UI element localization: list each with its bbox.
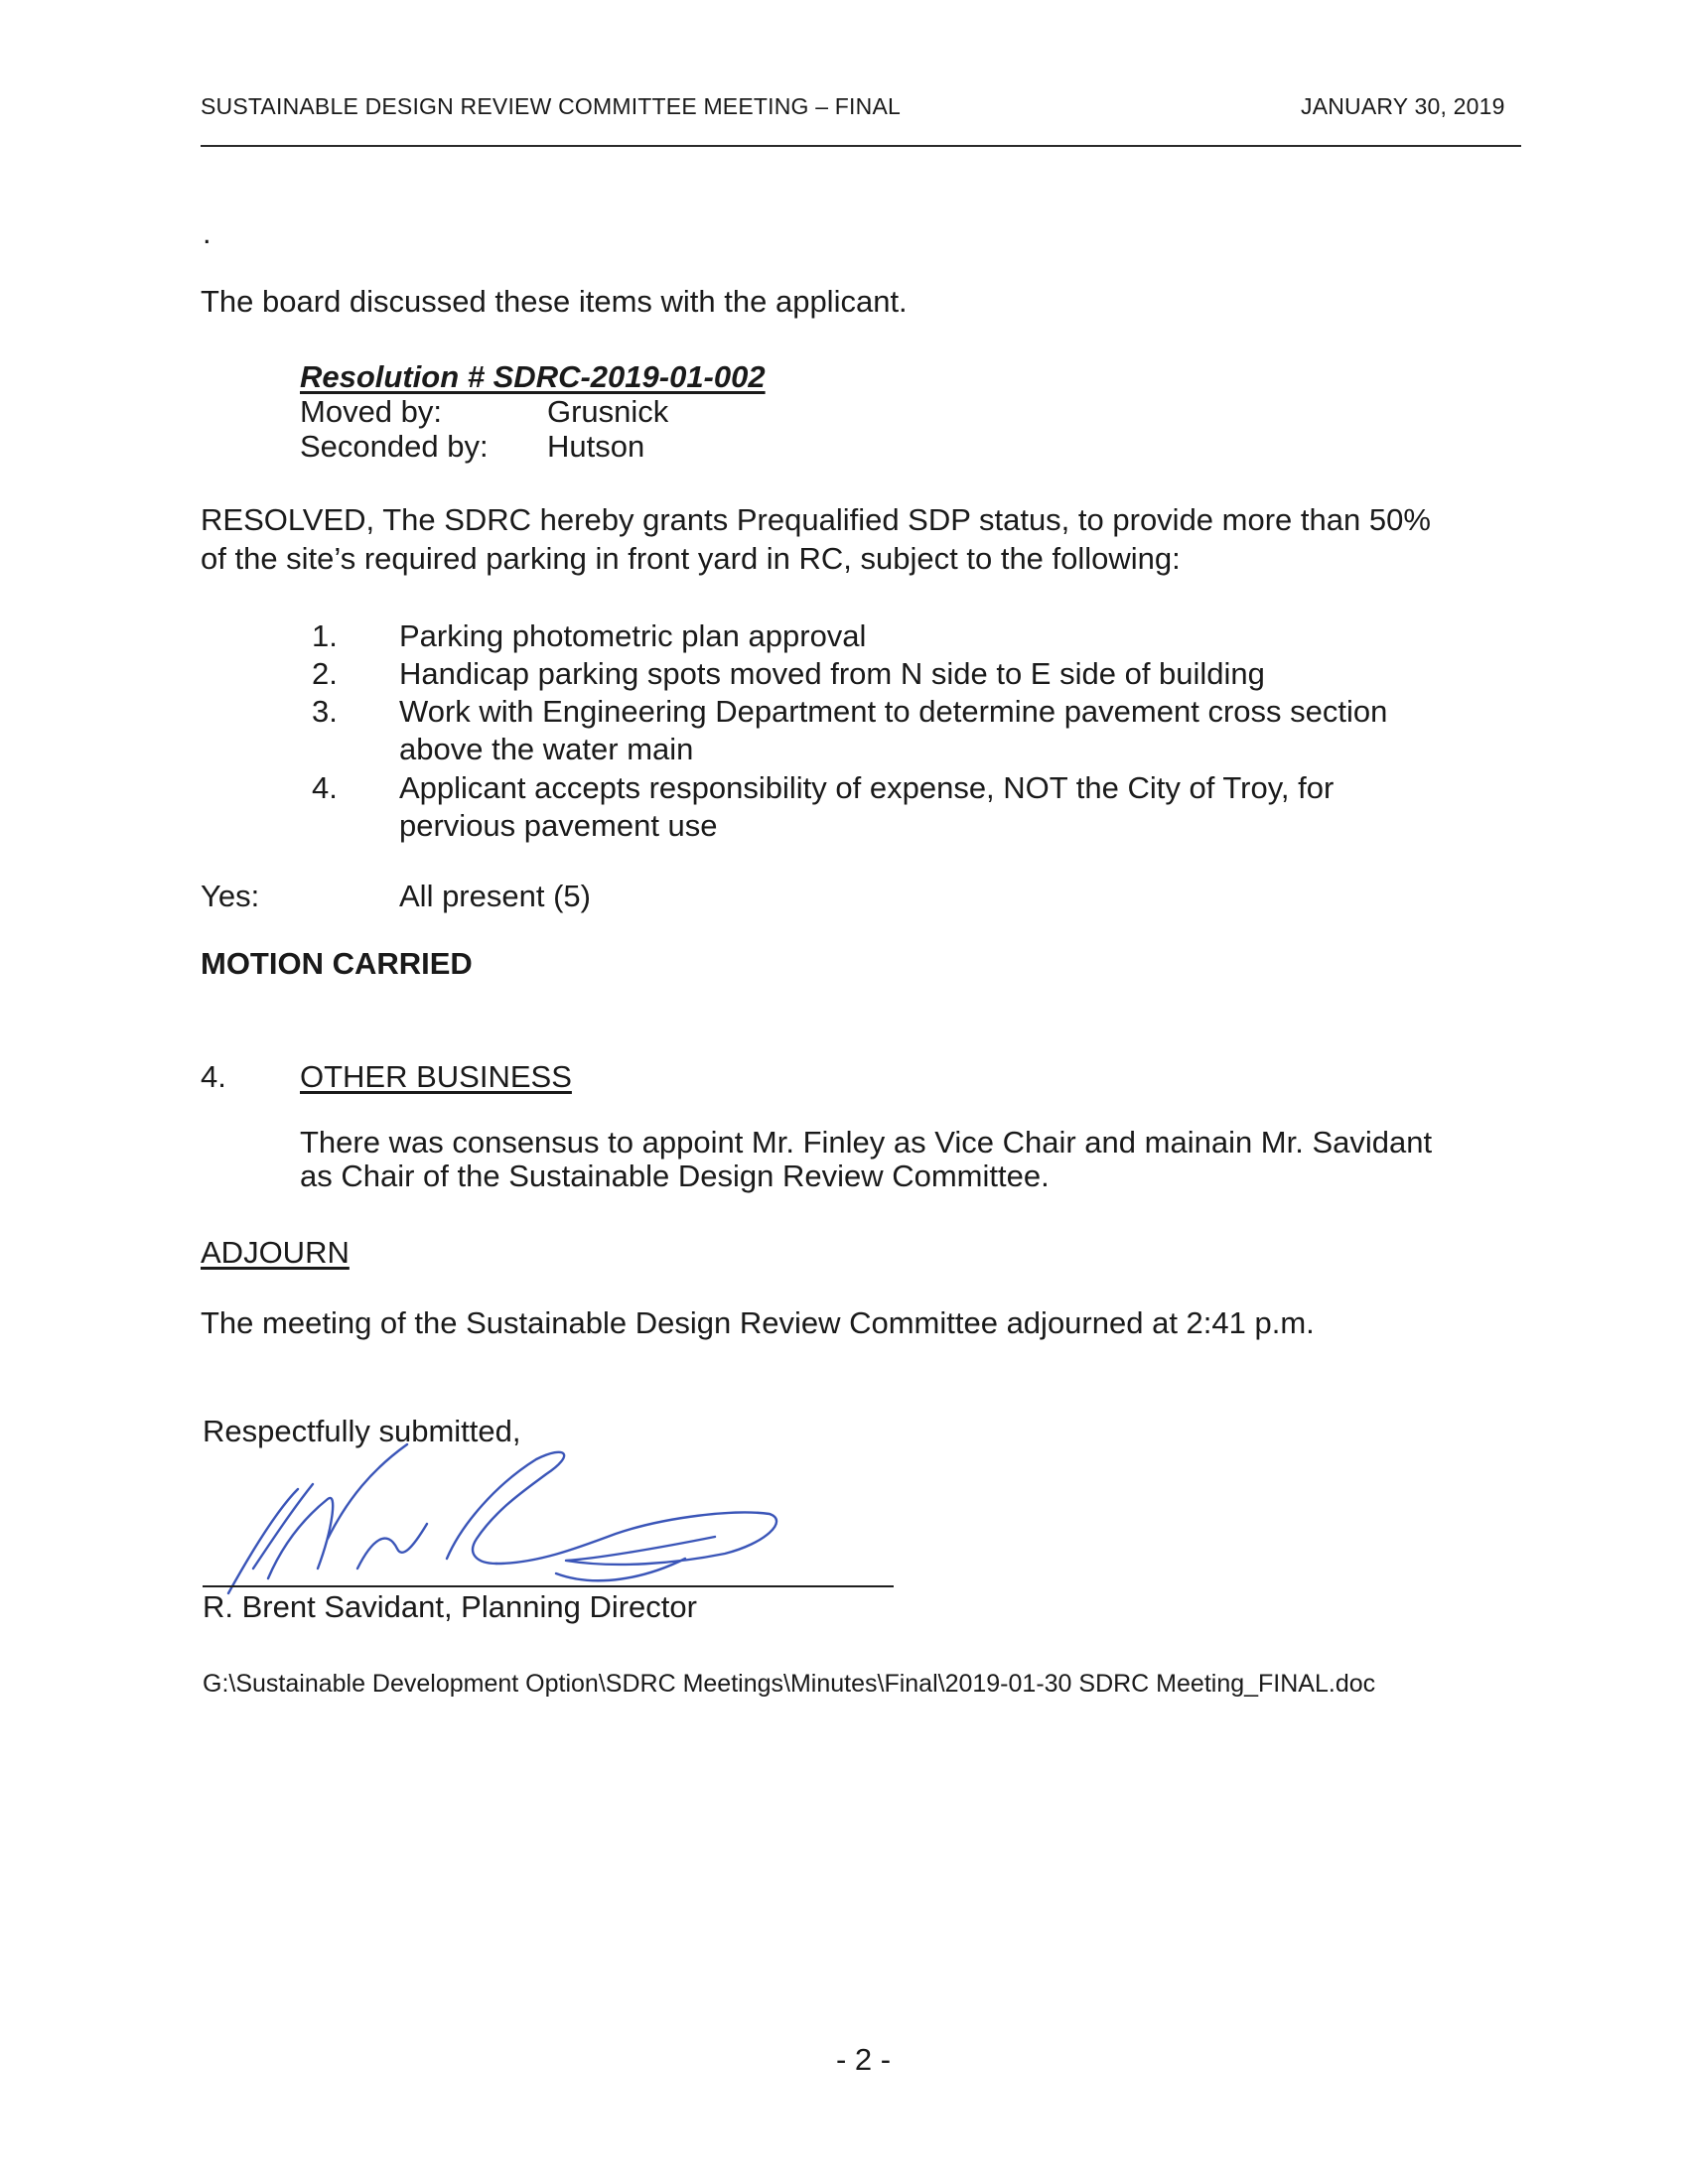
condition-text: Work with Engineering Department to determine pavement cross section: [399, 694, 1388, 729]
header-divider: [201, 145, 1521, 147]
adjourn-heading: ADJOURN: [201, 1235, 350, 1270]
header-date: JANUARY 30, 2019: [1301, 93, 1505, 119]
other-business-heading: OTHER BUSINESS: [300, 1059, 572, 1094]
condition-number: 4.: [312, 770, 338, 805]
signature-line: [203, 1585, 894, 1587]
condition-text: Handicap parking spots moved from N side to E side of building: [399, 656, 1265, 691]
moved-by-value: Grusnick: [547, 394, 669, 429]
condition-number: 2.: [312, 656, 338, 691]
condition-text-continued: pervious pavement use: [399, 808, 718, 843]
handwritten-signature: [199, 1430, 814, 1608]
motion-result: MOTION CARRIED: [201, 946, 473, 981]
closing-salutation: Respectfully submitted,: [203, 1414, 521, 1448]
resolved-line-2: of the site’s required parking in front yard in RC, subject to the following:: [201, 541, 1181, 576]
vote-label: Yes:: [201, 879, 260, 913]
moved-by-label: Moved by:: [300, 394, 443, 429]
header-title: SUSTAINABLE DESIGN REVIEW COMMITTEE MEETING – FINAL: [201, 93, 901, 119]
page-number: - 2 -: [836, 2042, 892, 2077]
vote-value: All present (5): [399, 879, 591, 913]
condition-text-continued: above the water main: [399, 732, 694, 766]
seconded-by-label: Seconded by:: [300, 429, 489, 464]
condition-text: Parking photometric plan approval: [399, 618, 867, 653]
resolution-title: Resolution # SDRC-2019-01-002: [300, 359, 766, 394]
adjourn-text: The meeting of the Sustainable Design Review Committee adjourned at 2:41 p.m.: [201, 1305, 1315, 1340]
resolved-line-1: RESOLVED, The SDRC hereby grants Prequalified SDP status, to provide more than 50%: [201, 502, 1431, 537]
condition-text: Applicant accepts responsibility of expense, NOT the City of Troy, for: [399, 770, 1335, 805]
file-path: G:\Sustainable Development Option\SDRC Meetings\Minutes\Final\2019-01-30 SDRC Meeting_FINAL.doc: [203, 1670, 1376, 1698]
condition-number: 3.: [312, 694, 338, 729]
intro-paragraph: The board discussed these items with the applicant.: [201, 284, 908, 319]
condition-number: 1.: [312, 618, 338, 653]
section-number: 4.: [201, 1059, 226, 1094]
other-business-line-1: There was consensus to appoint Mr. Finley as Vice Chair and mainain Mr. Savidant: [300, 1125, 1433, 1160]
other-business-line-2: as Chair of the Sustainable Design Review Committee.: [300, 1159, 1050, 1193]
seconded-by-value: Hutson: [547, 429, 645, 464]
signatory-name: R. Brent Savidant, Planning Director: [203, 1589, 697, 1624]
stray-mark: .: [203, 215, 211, 250]
